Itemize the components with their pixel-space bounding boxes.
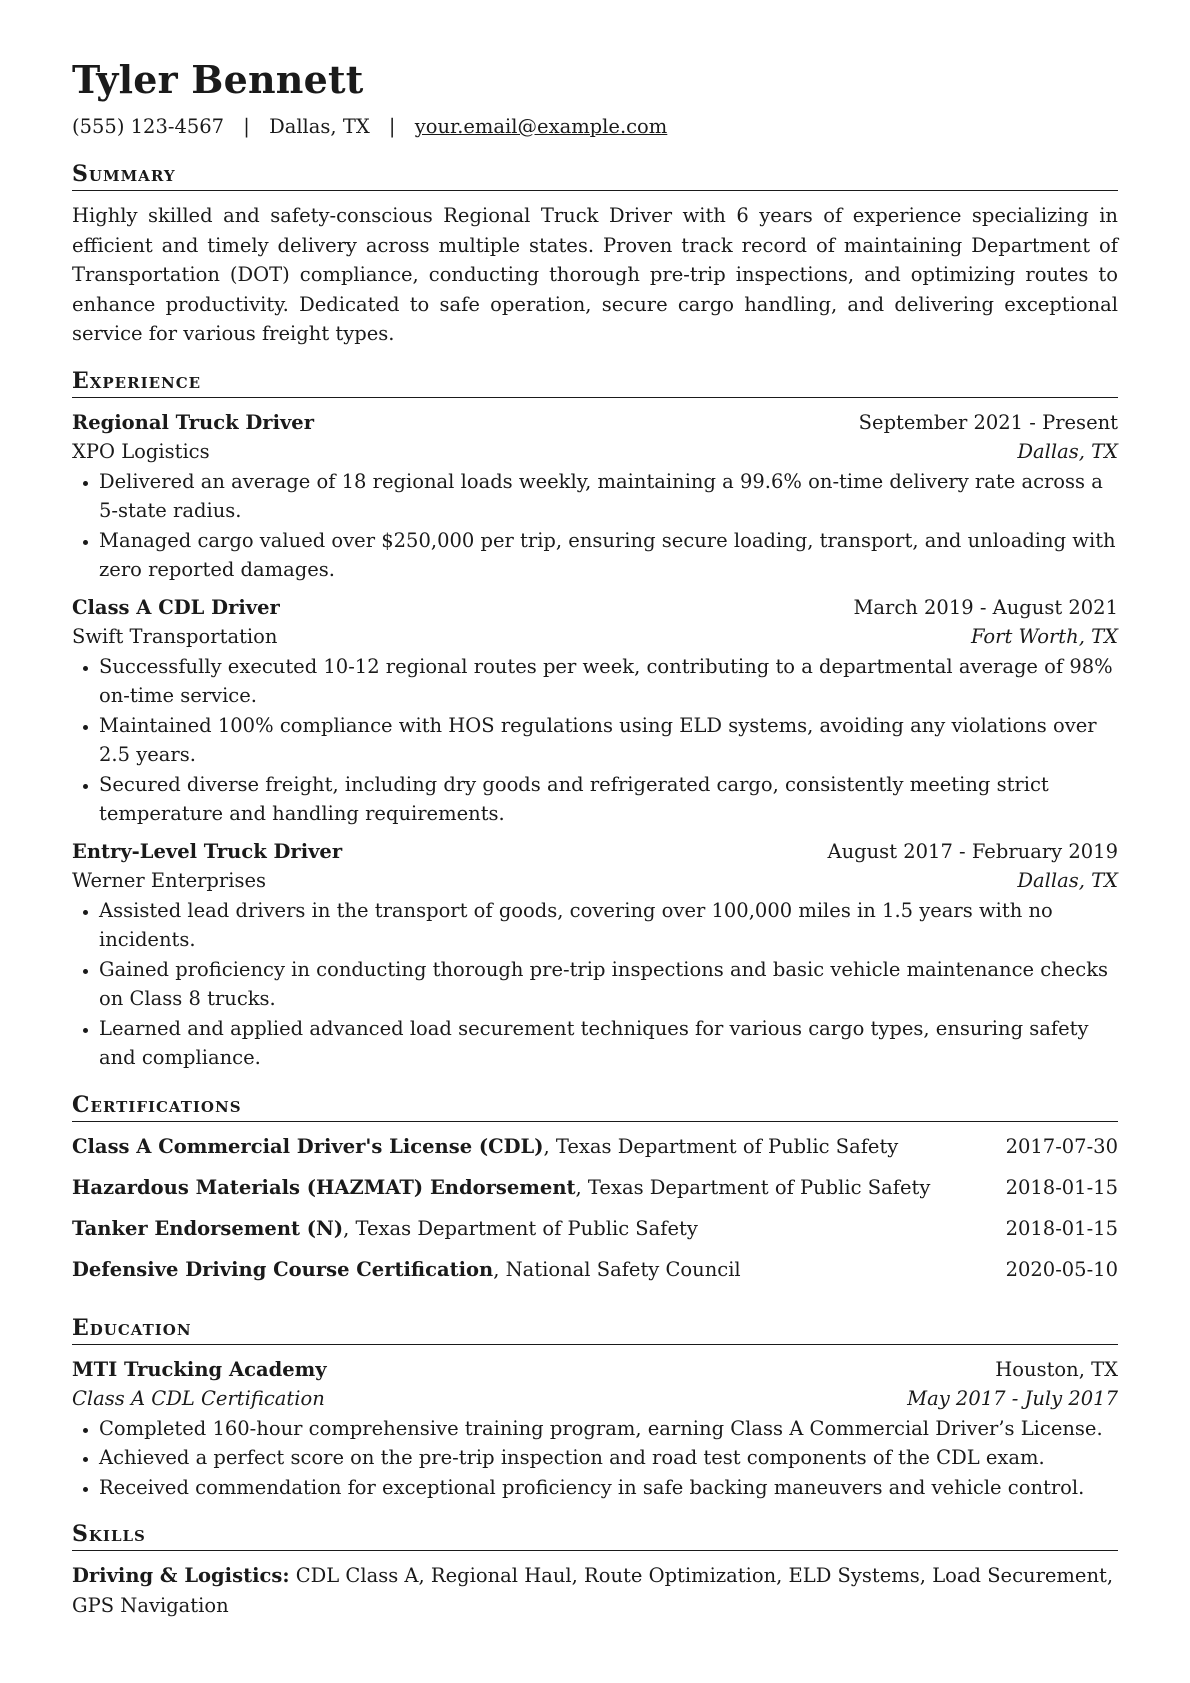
job-role: Regional Truck Driver (72, 410, 314, 434)
job-company: XPO Logistics (72, 440, 210, 463)
job-location: Dallas, TX (1017, 869, 1118, 892)
education-bullets (72, 1414, 1118, 1503)
certification-name: Tanker Endorsement (N) (72, 1216, 344, 1240)
section-title-skills: Skills (72, 1520, 1118, 1551)
school-location: Houston, TX (995, 1357, 1118, 1381)
bullet-item: • Received commendation for exceptional proficiency in safe backing maneuvers and vehicle control. (99, 1473, 1118, 1503)
bullet-item: • Learned and applied advanced load securement techniques for various cargo types, ensuring safety and compliance. (99, 1014, 1118, 1073)
certification-date: 2018-01-15 (1005, 1175, 1118, 1199)
certification-date: 2020-05-10 (1005, 1257, 1118, 1281)
skills-category: Driving & Logistics: (72, 1564, 290, 1587)
skills-list: CDL Class A, Regional Haul, Route Optimization, ELD Systems, Load Securement, GPS Navigation (72, 1564, 1114, 1617)
job-company: Werner Enterprises (72, 869, 267, 892)
separator: | (388, 115, 396, 138)
skills-line (72, 1561, 1118, 1620)
bullet-item: • Delivered an average of 18 regional loads weekly, maintaining a 99.6% on-time delivery rate across a 5-state radius. (99, 467, 1118, 526)
bullet-item: • Achieved a perfect score on the pre-trip inspection and road test components of the CDL exam. (99, 1443, 1118, 1473)
section-title-education: Education (72, 1314, 1118, 1345)
certification-issuer: , Texas Department of Public Safety (343, 1216, 698, 1240)
certification-name: Hazardous Materials (HAZMAT) Endorsement (72, 1175, 576, 1199)
contact-line (72, 112, 1118, 142)
certification-row (72, 1214, 1118, 1255)
bullet-item: • Successfully executed 10-12 regional routes per week, contributing to a departmental average of 98% on-time service. (99, 652, 1118, 711)
certification-row (72, 1173, 1118, 1214)
separator: | (243, 115, 250, 138)
job-location: Fort Worth, TX (970, 625, 1118, 648)
certifications-section (72, 1091, 1118, 1296)
email-link[interactable]: your.email@example.com (414, 115, 668, 138)
candidate-name: Tyler Bennett (72, 57, 364, 102)
section-title-summary: Summary (72, 160, 1118, 191)
job-role: Entry-Level Truck Driver (72, 839, 343, 863)
bullet-item: • Gained proficiency in conducting thorough pre-trip inspections and basic vehicle maintenance checks on Class 8 trucks. (99, 955, 1118, 1014)
certification-issuer: , National Safety Council (493, 1257, 741, 1281)
job-bullets (72, 467, 1118, 585)
summary-text: Highly skilled and safety-conscious Regional Truck Driver with 6 years of experience specializing in efficient and timely delivery across multiple states. Proven track record of maintaining Department of Transportation (DOT) compliance, conducting thorough pre-trip inspections, and optimizing routes to enhance productivity. Dedicated to safe operation, secure cargo handling, and delivering exceptional service for various freight types. (72, 204, 1118, 345)
education-section (72, 1314, 1118, 1503)
section-title-certifications: Certifications (72, 1091, 1118, 1122)
bullet-item: • Completed 160-hour comprehensive training program, earning Class A Commercial Driver’s License. (99, 1414, 1118, 1444)
job-entry (72, 408, 1118, 585)
certification-name: Defensive Driving Course Certification (72, 1257, 494, 1281)
bullet-item: • Managed cargo valued over $250,000 per trip, ensuring secure loading, transport, and unloading with zero reported damages. (99, 526, 1118, 585)
skills-section (72, 1520, 1118, 1620)
certification-issuer: , Texas Department of Public Safety (543, 1134, 899, 1158)
program-dates: May 2017 - July 2017 (907, 1387, 1118, 1410)
certification-date: 2017-07-30 (1005, 1134, 1118, 1158)
certification-row (72, 1255, 1118, 1296)
job-location: Dallas, TX (1017, 440, 1118, 463)
job-entry (72, 593, 1118, 829)
certification-issuer: , Texas Department of Public Safety (575, 1175, 931, 1199)
job-dates: September 2021 - Present (858, 410, 1118, 434)
experience-section (72, 367, 1118, 1073)
school-name: MTI Trucking Academy (72, 1357, 327, 1381)
program-name: Class A CDL Certification (72, 1387, 325, 1410)
job-dates: August 2017 - February 2019 (827, 839, 1118, 863)
bullet-item: • Maintained 100% compliance with HOS regulations using ELD systems, avoiding any violations over 2.5 years. (99, 711, 1118, 770)
job-role: Class A CDL Driver (72, 595, 280, 619)
certification-row (72, 1132, 1118, 1173)
job-dates: March 2019 - August 2021 (853, 595, 1118, 619)
certification-name: Class A Commercial Driver's License (CDL) (72, 1134, 544, 1158)
job-entry (72, 837, 1118, 1073)
bullet-item: • Assisted lead drivers in the transport of goods, covering over 100,000 miles in 1.5 years with no incidents. (99, 896, 1118, 955)
job-bullets (72, 652, 1118, 829)
job-company: Swift Transportation (72, 625, 278, 648)
section-title-experience: Experience (72, 367, 1118, 398)
summary-section (72, 160, 1118, 349)
bullet-item: • Secured diverse freight, including dry goods and refrigerated cargo, consistently meeting strict temperature and handling requirements. (99, 770, 1118, 829)
location: Dallas, TX (269, 115, 370, 138)
phone: (555) 123-4567 (72, 115, 225, 138)
certification-date: 2018-01-15 (1005, 1216, 1118, 1240)
job-bullets (72, 896, 1118, 1073)
